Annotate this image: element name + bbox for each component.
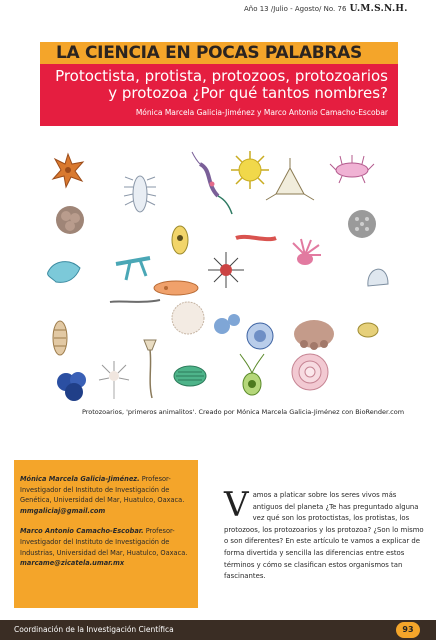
diatom-disk-icon (348, 210, 376, 238)
trypanosome-icon (192, 152, 232, 214)
page-footer (0, 620, 436, 640)
page-number: 93 (396, 622, 420, 638)
author-2-bio: Profesor-Investigador del Instituto de Investigación de Industrias, Universidad del Mar, Huatulco, Oaxaca. (20, 527, 188, 557)
radiolarian-pink-icon (330, 155, 374, 183)
headline-line-1: Protoctista, protista, protozoos, protozoarios (55, 67, 388, 85)
drop-cap: V (224, 485, 249, 525)
amoeba-orange-icon (53, 154, 83, 187)
ciliate-orange-icon (154, 281, 198, 295)
acantharia-pink-icon (293, 239, 321, 265)
organization-name: U.M.S.N.H. (349, 4, 408, 14)
headline-line-2: y protozoa ¿Por qué tantos nombres? (108, 84, 388, 102)
author-1-name: Mónica Marcela Galicia-Jiménez. (20, 475, 140, 483)
euglena-icon (172, 226, 188, 254)
section-title: LA CIENCIA EN POCAS PALABRAS (56, 43, 362, 63)
foraminifera-icon (56, 206, 84, 234)
colony-chain-icon (116, 258, 150, 280)
amoeba-blue-icon (48, 262, 80, 283)
foraminifera-white-icon (172, 302, 204, 334)
protozoa-illustration (40, 140, 398, 402)
tintinnid-icon (53, 321, 67, 355)
vorticella-icon (144, 340, 156, 398)
author-2-name: Marco Antonio Camacho-Escobar. (20, 527, 144, 536)
author-info-box (14, 460, 198, 608)
author-1-email[interactable]: mmgaliciaj@gmail.com (20, 506, 106, 515)
issue-header (244, 4, 430, 14)
sun-animalcule-icon (99, 361, 129, 399)
section-banner (40, 42, 398, 64)
article-body (224, 485, 424, 583)
author-1-entry (20, 474, 194, 516)
footer-text: Coordinación de la Investigación Científica (14, 625, 174, 634)
radiolarian-blue-icon (247, 323, 273, 349)
volvox-dark-icon (57, 372, 86, 401)
heliozoan-icon (208, 252, 244, 288)
radiolarian-yellow-icon (231, 151, 269, 189)
author-2-email[interactable]: marcame@zicatela.umar.mx (20, 559, 125, 568)
testate-shell-icon (368, 269, 388, 286)
ciliate-icon (124, 176, 156, 212)
author-info-content (20, 474, 194, 579)
dinoflagellate-yellow-icon (358, 323, 378, 337)
figure-caption: Protozoarios, 'primeros animalitos'. Creado por Mónica Marcela Galicia-Jiménez con BioRender.com (81, 408, 405, 416)
chlamydomonas-icon (240, 354, 264, 395)
flagellate-long-icon (110, 300, 160, 302)
issue-info: Año 13 /Julio - Agosto/ No. 76 (244, 5, 347, 13)
article-headline (48, 68, 388, 102)
diatom-triangle-icon (266, 158, 314, 200)
worm-red-icon (236, 237, 276, 239)
bear-animalcule-icon (294, 320, 334, 350)
article-authors: Mónica Marcela Galicia-Jiménez y Marco Antonio Camacho-Escobar (135, 108, 388, 117)
author-1-bio: Profesor-Investigador del Instituto de Investigación de Genética, Universidad del Mar, Huatulco, Oaxaca. (20, 475, 185, 505)
diatom-green-icon (174, 366, 206, 386)
author-2-entry (20, 526, 194, 568)
headline-banner (40, 64, 398, 126)
amoeba-cluster-icon (214, 314, 240, 334)
article-intro-text: amos a platicar sobre los seres vivos más antiguos del planeta ¿Te has preguntado alguna vez qué son los protoctistas, los protistas, los protozoos, los protozoarios y los protozoa? ¿Son lo mismo o son diferentes? En este artículo te vamos a explicar de forma divertida y sencilla las diferencias entre estos términos y cómo se clasifican estos organismos tan fascinantes. (224, 491, 424, 581)
foraminifera-spiral-icon (292, 354, 328, 390)
